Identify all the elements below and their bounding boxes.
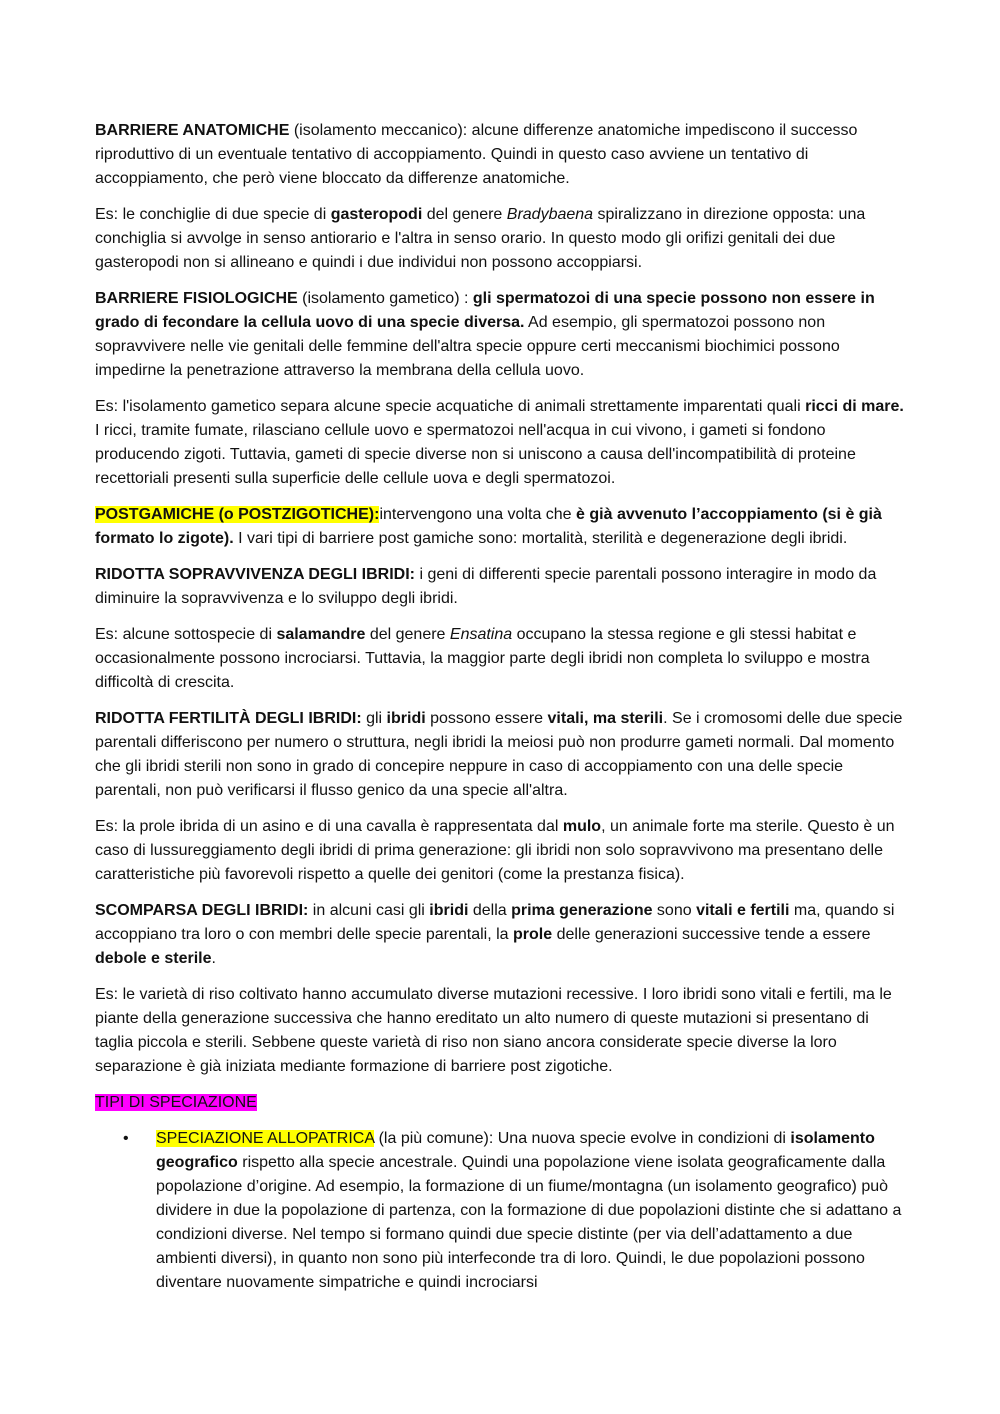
italic-text: Bradybaena	[506, 206, 594, 223]
bold-text: SCOMPARSA DEGLI IBRIDI:	[95, 902, 309, 919]
bold-text: ibridi	[429, 902, 469, 919]
text-run: i geni di differenti specie parentali possono interagire in modo da diminuire la sopravvivenza e lo sviluppo degli ibridi.	[95, 566, 877, 607]
text-run: della	[468, 902, 512, 919]
paragraph	[95, 503, 910, 551]
text-run: del genere	[365, 626, 450, 643]
text-run: (la più comune): Una nuova specie evolve in condizioni di	[374, 1130, 791, 1147]
bullet-item	[95, 1127, 910, 1295]
bold-text: mulo	[562, 818, 602, 835]
text-run: spiralizzano in direzione opposta: una conchiglia si avvolge in senso antiorario e l'altra in senso orario. In questo modo gli orifizi genitali dei due gasteropodi non si allineano e quindi i due individui non possono accoppiarsi.	[95, 206, 866, 271]
paragraph	[95, 1091, 910, 1115]
text-run: Es: le varietà di riso coltivato hanno accumulato diverse mutazioni recessive. I loro ibridi sono vitali e fertili, ma le piante della generazione successiva che hanno ereditato un alto numero di queste mutazioni si presentano di taglia piccola e sterili. Sebbene queste varietà di riso non siano ancora considerate specie diverse la loro separazione è già iniziata mediante formazione di barriere post zigotiche.	[95, 986, 892, 1075]
text-run: Ad esempio, gli spermatozoi possono non sopravvivere nelle vie genitali delle femmine dell'altra specie oppure certi meccanismi biochimici possono impedirne la penetrazione attraverso la membrana della cellula uovo.	[95, 314, 840, 379]
bold-text: ibridi	[386, 710, 426, 727]
text-run: Es: la prole ibrida di un asino e di una cavalla è rappresentata dal	[95, 818, 563, 835]
bold-text: gasteropodi	[330, 206, 423, 223]
highlighted-text: SPECIAZIONE ALLOPATRICA	[156, 1130, 375, 1147]
text-run: delle generazioni successive tende a essere	[552, 926, 871, 943]
text-run: Es: alcune sottospecie di	[95, 626, 277, 643]
bold-text: vitali, ma sterili	[547, 710, 664, 727]
paragraph	[95, 815, 910, 887]
text-run: rispetto alla specie ancestrale. Quindi una popolazione viene isolata geograficamente dalla popolazione d’origine. Ad esempio, la formazione di un fiume/montagna (un isolamento geografico) può dividere in due la popolazione di partenza, con la formazione di due popolazioni distinte che si adattano a condizioni diverse. Nel tempo si formano quindi due specie distinte (per via dell’adattamento a due ambienti diversi), in quanto non sono più interfeconde tra di loro. Quindi, le due popolazioni possono diventare nuovamente simpatriche e quindi incrociarsi	[156, 1154, 902, 1291]
text-run: I ricci, tramite fumate, rilasciano cellule uovo e spermatozoi nell'acqua in cui vivono, i gameti si fondono producendo zigoti. Tuttavia, gameti di specie diverse non si uniscono a causa dell'incompatibilità di proteine recettoriali presenti sulla superficie delle cellule uova e degli spermatozoi.	[95, 422, 856, 487]
italic-text: Ensatina	[449, 626, 513, 643]
paragraph	[95, 203, 910, 275]
text-run: occupano la stessa regione e gli stessi habitat e occasionalmente possono incrociarsi. Tuttavia, la maggior parte degli ibridi non completa lo sviluppo e mostra difficoltà di crescita.	[95, 626, 870, 691]
highlighted-text: POSTGAMICHE (o POSTZIGOTICHE):	[95, 506, 380, 523]
paragraph	[95, 899, 910, 971]
bold-text: BARRIERE FISIOLOGICHE	[95, 290, 298, 307]
text-run: intervengono una volta che	[379, 506, 577, 523]
document-body	[95, 119, 910, 1295]
text-run: .	[211, 950, 216, 967]
text-run: , un animale forte ma sterile. Questo è un caso di lussureggiamento degli ibridi di prima generazione: gli ibridi non solo sopravvivono ma presentano delle caratteristiche più favorevoli rispetto a quelle dei genitori (come la prestanza fisica).	[95, 818, 895, 883]
text-run: (isolamento gametico) :	[297, 290, 473, 307]
text-run: Es: l'isolamento gametico separa alcune specie acquatiche di animali strettamente imparentati quali	[95, 398, 806, 415]
paragraph-list	[95, 119, 910, 1115]
text-run: . Se i cromosomi delle due specie parentali differiscono per numero o struttura, negli ibridi la meiosi può non produrre gameti normali. Dal momento che gli ibridi sterili non sono in grado di concepire neppure in caso di accoppiamento con una delle specie parentali, non può verificarsi il flusso genico da una specie all'altra.	[95, 710, 903, 799]
bold-text: debole e sterile	[95, 950, 212, 967]
paragraph	[95, 563, 910, 611]
bullet-list	[95, 1127, 910, 1295]
paragraph	[95, 983, 910, 1079]
paragraph	[95, 395, 910, 491]
text-run: ma, quando si accoppiano tra loro o con membri delle specie parentali, la	[95, 902, 895, 943]
bold-text: prole	[513, 926, 553, 943]
bold-text: isolamento geografico	[156, 1130, 875, 1171]
bullet-marker: •	[123, 1130, 129, 1147]
bold-text: salamandre	[276, 626, 366, 643]
bold-text: ricci di mare.	[805, 398, 904, 415]
text-run: possono essere	[425, 710, 548, 727]
text-run: in alcuni casi gli	[308, 902, 430, 919]
text-run: del genere	[422, 206, 507, 223]
bold-text: BARRIERE ANATOMICHE	[95, 122, 290, 139]
paragraph	[95, 623, 910, 695]
bold-text: vitali e fertili	[696, 902, 790, 919]
highlighted-text: TIPI DI SPECIAZIONE	[95, 1094, 257, 1111]
text-run: sono	[652, 902, 697, 919]
paragraph	[95, 119, 910, 191]
paragraph	[95, 707, 910, 803]
bold-text: prima generazione	[511, 902, 653, 919]
bold-text: è già avvenuto l’accoppiamento (si è già formato lo zigote).	[95, 506, 882, 547]
text-run: gli	[361, 710, 387, 727]
text-run: (isolamento meccanico): alcune differenze anatomiche impediscono il successo riproduttivo di un eventuale tentativo di accoppiamento. Quindi in questo caso avviene un tentativo di accoppiamento, che però viene bloccato da differenze anatomiche.	[95, 122, 858, 187]
text-run: Es: le conchiglie di due specie di	[95, 206, 331, 223]
bold-text: RIDOTTA SOPRAVVIVENZA DEGLI IBRIDI:	[95, 566, 416, 583]
text-run: I vari tipi di barriere post gamiche sono: mortalità, sterilità e degenerazione degli ibridi.	[233, 530, 848, 547]
paragraph	[95, 287, 910, 383]
bold-text: RIDOTTA FERTILITÀ DEGLI IBRIDI:	[95, 710, 362, 727]
bold-text: gli spermatozoi di una specie possono non essere in grado di fecondare la cellula uovo di una specie diversa.	[95, 290, 875, 331]
